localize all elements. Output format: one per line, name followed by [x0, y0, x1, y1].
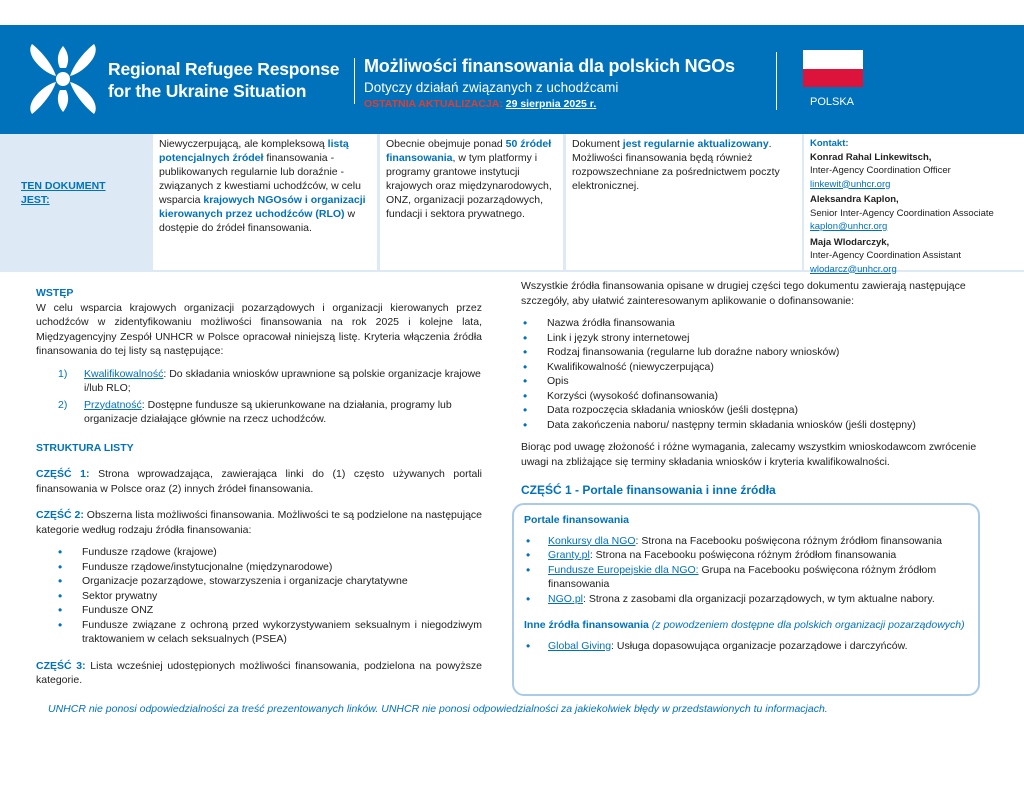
rrr-logo-icon — [26, 42, 100, 116]
right-column — [521, 279, 981, 498]
portal-link[interactable]: Konkursy dla NGO — [548, 534, 636, 547]
list-item: • Opis — [523, 374, 981, 389]
updates-highlight: jest regularnie aktualizowany — [622, 138, 769, 150]
sources-count-highlight: 50 źródeł finansowania — [386, 138, 552, 164]
page-title: Możliwości finansowania dla polskich NGOs — [364, 56, 735, 76]
contact-block — [804, 134, 1024, 275]
header-divider-2 — [776, 52, 777, 110]
doc-is-label: TEN DOKUMENT JEST: — [21, 180, 106, 206]
portal-link[interactable]: Granty.pl — [548, 549, 590, 561]
disclaimer: UNHCR nie ponosi odpowiedzialności za treść prezentowanych linków. UNHCR nie ponosi odpowiedzialności za jakiekolwiek błędy w przedstawionych tu informacjach. — [48, 703, 828, 715]
list-item: 2) Przydatność: Dostępne fundusze są ukierunkowane na działania, programy lub organizacje działające głównie na rzecz uchodźców. — [58, 398, 452, 425]
part1-desc: CZĘŚĆ 1: Strona wprowadzająca, zawierająca linki do (1) często używanych portali finansowania w Polsce oraz (2) innych źródeł finansowania. — [36, 468, 482, 495]
portal-link[interactable]: Fundusze Europejskie dla NGO: — [548, 563, 699, 576]
last-update-date[interactable]: 29 sierpnia 2025 r. — [505, 98, 597, 110]
contact-email-link[interactable]: kaplon@unhcr.org — [810, 221, 888, 232]
part2-desc: CZĘŚĆ 2: Obszerna lista możliwości finansowania. Możliwości te są podzielone na następujące kategorie według rodzaju źródła finansowania: — [36, 509, 482, 536]
contact-2: Aleksandra Kaplon, Senior Inter-Agency Coordination Associate kaplon@unhcr.org — [810, 193, 1018, 234]
other-sources-heading: Inne źródła finansowania (z powodzeniem dostępne dla polskich organizacji pozarządowych) — [524, 619, 965, 631]
list-item: • Rodzaj finansowania (regularne lub doraźne nabory wniosków) — [523, 345, 981, 360]
list-item: • Nazwa źródła finansowania — [523, 316, 981, 331]
last-update — [364, 98, 596, 110]
ngo-rlo-highlight: krajowych NGOsów i organizacji kierowanych przez uchodźców (RLO) — [159, 194, 366, 220]
contact-label: Kontakt: — [810, 138, 849, 149]
intro-text: W celu wsparcia krajowych organizacji pozarządowych i organizacji kierowanych przez uchodźców w zidentyfikowaniu możliwości finansowania na rok 2025 i kolejne lata, Międzyagencyjny Zespół UNHCR w Polsce opracował niniejszą listę. Kryteria włączenia źródła finansowania do tej listy są następujące: — [36, 301, 482, 357]
header-divider — [354, 58, 355, 104]
portals-list — [526, 534, 968, 607]
portals-heading: Portale finansowania — [524, 514, 630, 526]
org-name — [108, 58, 339, 102]
list-item: • Sektor prywatny — [58, 589, 482, 604]
source-link[interactable]: Global Giving — [548, 639, 612, 652]
list-item: • Organizacje pozarządowe, stowarzyszenia i organizacje charytatywne — [58, 574, 482, 589]
org-name-line1: Regional Refugee Response — [108, 59, 340, 79]
categories-list — [58, 545, 482, 647]
page-subtitle: Dotyczy działań związanych z uchodźcami — [364, 80, 619, 95]
list-item: • Konkursy dla NGO: Strona na Facebooku poświęcona różnym źródłom finansowania — [526, 534, 968, 549]
country-label: POLSKA — [810, 96, 855, 108]
intro-heading: WSTĘP — [36, 287, 74, 299]
list-item: • Fundusze Europejskie dla NGO: Grupa na Facebooku poświęcona różnym źródłom finansowania — [526, 563, 968, 592]
left-column — [36, 286, 482, 688]
info-cell-updates: Dokument jest regularnie aktualizowany. Możliwości finansowania będą również rozpowszechniane za pośrednictwem poczty elektronicznej. — [566, 134, 802, 270]
last-update-label: OSTATNIA AKTUALIZACJA: — [364, 98, 503, 110]
list-item: • Fundusze rządowe/instytucjonalne (międzynarodowe) — [58, 560, 482, 575]
list-item: • NGO.pl: Strona z zasobami dla organizacji pozarządowych, w tym aktualne nabory. — [526, 592, 968, 607]
list-item: • Korzyści (wysokość dofinansowania) — [523, 389, 981, 404]
contact-email-link[interactable]: wlodarcz@unhcr.org — [810, 263, 897, 275]
contact-email-link[interactable]: linkewit@unhcr.org — [810, 178, 891, 190]
advice-text: Biorąc pod uwagę złożoność i różne wymagania, zalecamy wszystkim wnioskodawcom zwrócenie uwagi na zbliżające się terminy składania wniosków i kryteria kwalifikowalności. — [521, 441, 977, 468]
header-band — [0, 25, 1024, 134]
list-item: • Fundusze związane z ochroną przed wykorzystywaniem seksualnym i niegodziwym traktowaniem w celach seksualnych (PSEA) — [58, 618, 482, 647]
info-cell-scope: Niewyczerpującą, ale kompleksową listą potencjalnych źródeł finansowania - publikowanych regularnie lub doraźnie - związanych z kwestiami uchodźców, w celu wsparcia krajowych NGOsów i organizacji kierowanych przez uchodźców (RLO) w dostępie do źródeł finansowania. — [153, 134, 377, 270]
criteria-term-link[interactable]: Przydatność — [84, 398, 142, 411]
details-intro: Wszystkie źródła finansowania opisane w drugiej części tego dokumentu zawierają następujące szczegóły, aby ułatwić zainteresowanym aplikowanie o dofinansowanie: — [521, 280, 966, 307]
criteria-list — [54, 367, 482, 427]
list-item: • Granty.pl: Strona na Facebooku poświęcona różnym źródłom finansowania — [526, 548, 968, 563]
list-item: • Fundusze ONZ — [58, 603, 482, 618]
list-item: • Link i język strony internetowej — [523, 331, 981, 346]
funding-list-highlight: listą potencjalnych źródeł — [159, 138, 349, 164]
list-item: • Global Giving: Usługa dopasowująca organizacje pozarządowe i darczyńców. — [526, 639, 968, 654]
list-item: • Fundusze rządowe (krajowe) — [58, 545, 482, 560]
list-item: • Data rozpoczęcia składania wniosków (jeśli dostępna) — [523, 403, 981, 418]
criteria-term-link[interactable]: Kwalifikowalność — [84, 367, 164, 380]
other-sources-list — [526, 639, 968, 654]
list-item: 1) Kwalifikowalność: Do składania wniosków uprawnione są polskie organizacje krajowe i/lub RLO; — [58, 367, 481, 394]
list-item: • Data zakończenia naboru/ następny termin składania wniosków (jeśli dostępny) — [523, 418, 981, 433]
portal-link[interactable]: NGO.pl — [548, 592, 584, 605]
part1-heading: CZĘŚĆ 1 - Portale finansowania i inne źródła — [521, 483, 776, 497]
org-name-line2: for the Ukraine Situation — [108, 81, 307, 101]
info-cell-coverage: Obecnie obejmuje ponad 50 źródeł finansowania, w tym platformy i programy grantowe instytucji krajowych oraz międzynarodowych, ONZ, organizacji pozarządowych, fundacji i sektora prywatnego. — [380, 134, 563, 270]
contact-3: Maja Wlodarczyk, Inter-Agency Coordination Assistant wlodarcz@unhcr.org — [810, 236, 1018, 277]
part3-desc: CZĘŚĆ 3: Lista wcześniej udostępionych możliwości finansowania, podzielona na powyższe kategorie. — [36, 659, 482, 686]
portals-box — [512, 503, 980, 696]
details-list — [523, 316, 981, 432]
list-item: • Kwalifikowalność (niewyczerpująca) — [523, 360, 981, 375]
contact-1: Konrad Rahal Linkewitsch, Inter-Agency Coordination Officer linkewit@unhcr.org — [810, 151, 1018, 192]
structure-heading: STRUKTURA LISTY — [36, 441, 134, 454]
poland-flag-icon — [803, 50, 863, 87]
